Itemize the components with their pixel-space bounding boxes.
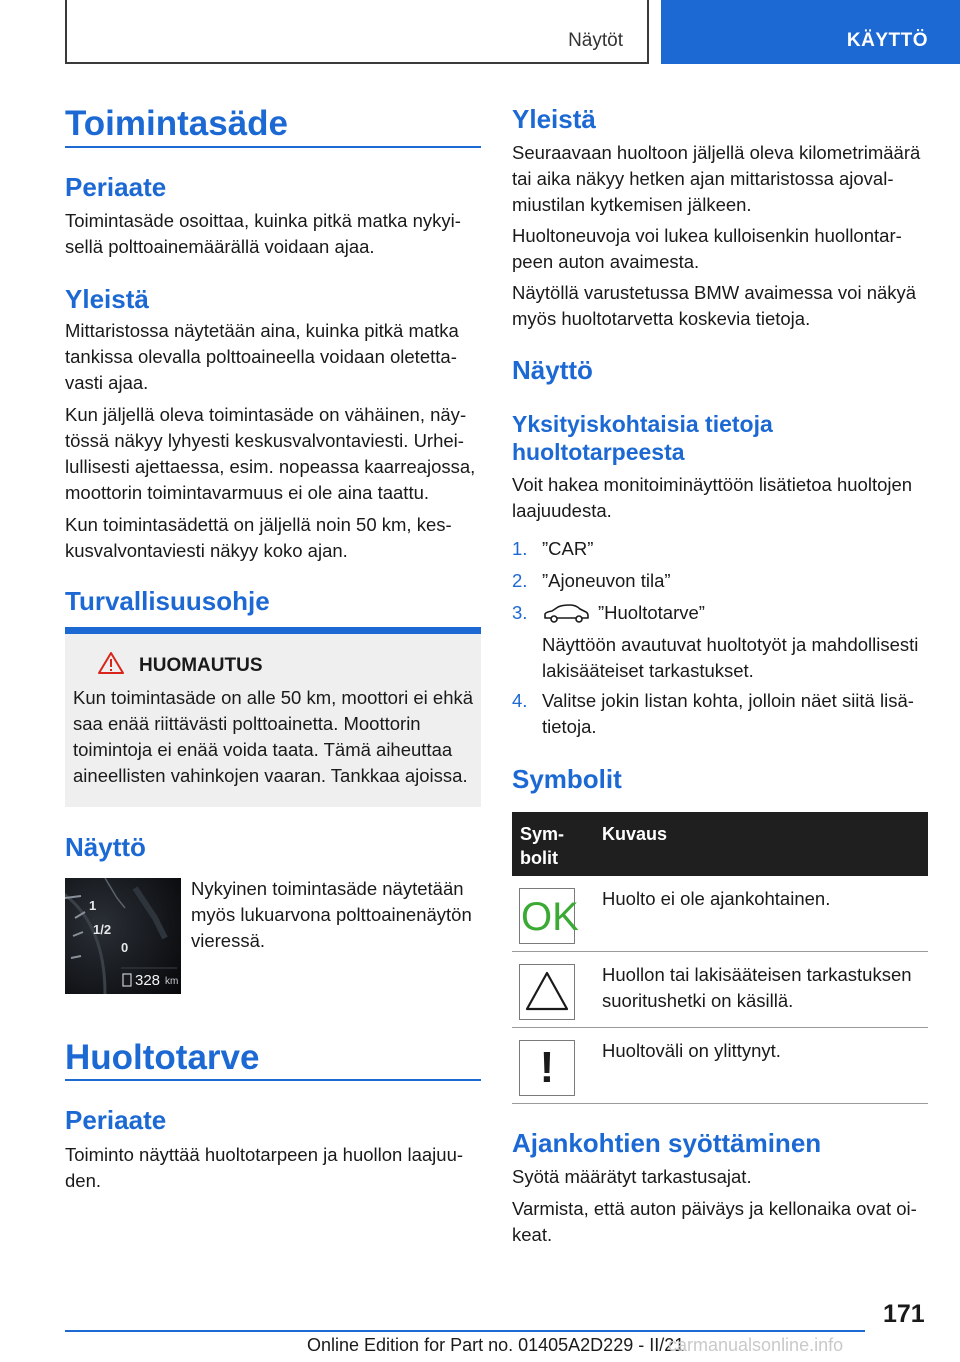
ok-icon-label: OK [521, 895, 579, 939]
warning-box [65, 627, 481, 807]
range-title: Toimintasäde [65, 104, 289, 143]
table-row [512, 1028, 928, 1104]
list-sub-text: Näyttöön avautuvat huoltotyöt ja mahdollisesti lakisääteiset tarkastukset. [542, 634, 919, 681]
service-principle-text: Toiminto näyttää huoltotarpeen ja huollon laajuuden. [65, 1144, 464, 1191]
warning-text: Kun toimintasäde on alle 50 km, moottori ei ehkä saa enää riittävästi polttoainetta. Moottorin toimintoja ei enää voida taata. Tämä aiheuttaa aineellisten vahinkojen vaaran. Tankkaa ajoissa. [73, 687, 474, 786]
service-title: Huoltotarve [65, 1038, 260, 1077]
gauge-mark-empty: 0 [121, 940, 129, 955]
list-text: ”Huoltotarve” [598, 602, 705, 623]
triangle-icon [520, 965, 574, 1019]
range-display-text: Nykyinen toimintasäde näytetään myös lukuarvona polttoainenäytön vieressä. [191, 878, 472, 951]
page-number: 171 [883, 1300, 925, 1328]
fuel-gauge-image [65, 878, 181, 994]
car-service-icon [542, 604, 590, 624]
fuel-gauge-graphic [65, 878, 181, 994]
range-general-p1: Mittaristossa näytetään aina, kuinka pitkä matka tankissa olevalla polttoaineella voidaan oletettavasti ajaa. [65, 320, 459, 393]
gauge-mark-full: 1 [89, 898, 97, 913]
table-header-symbol: Symbolit [520, 824, 565, 868]
details-heading: Yksityiskohtaisia tietoja huoltotarpeesta [512, 411, 773, 465]
range-title-rule [65, 146, 481, 148]
table-row [512, 876, 928, 952]
dates-p2: Varmista, että auton päiväys ja kellonaika ovat oikeat. [512, 1198, 917, 1245]
gauge-mark-half: 1/2 [93, 922, 112, 937]
service-general-p2: Huoltoneuvoja voi lukea kulloisenkin huollontarpeen auton avaimesta. [512, 225, 902, 272]
service-general-heading: Yleistä [512, 104, 596, 134]
warning-triangle-icon [98, 651, 124, 675]
table-header [512, 812, 928, 876]
service-general-p3: Näytöllä varustetussa BMW avaimessa voi näkyä myös huoltotarvetta koskevia tietoja. [512, 282, 917, 329]
range-principle-heading: Periaate [65, 172, 167, 202]
list-text: ”CAR” [542, 538, 594, 559]
safety-heading: Turvallisuusohje [65, 586, 270, 616]
service-overdue-exclamation-icon [519, 1040, 575, 1096]
gauge-range-unit: km [165, 976, 179, 987]
symbols-heading: Symbolit [512, 764, 622, 794]
table-cell-description: Huollon tai lakisääteisen tarkastuksen suoritushetki on käsillä. [602, 964, 912, 1011]
header-section-label: Näytöt [568, 30, 623, 51]
service-due-triangle-icon [519, 964, 575, 1020]
warning-top-bar [65, 627, 481, 634]
dates-heading: Ajankohtien syöttäminen [512, 1128, 822, 1158]
range-general-heading: Yleistä [65, 284, 149, 314]
list-text: ”Ajoneuvon tila” [542, 570, 671, 591]
range-general-p3: Kun toimintasädettä on jäljellä noin 50 km, keskusvalvontaviesti näkyy koko ajan. [65, 514, 452, 561]
warning-title: HUOMAUTUS [139, 655, 263, 676]
service-general-p1: Seuraavaan huoltoon jäljellä oleva kilometrimäärä tai aika näkyy hetken ajan mittaristossa ajovalmiustilan kytkemisen jälkeen. [512, 142, 921, 215]
range-general-p2: Kun jäljellä oleva toimintasäde on vähäinen, näytössä näkyy lyhyesti keskusvalvontaviesti. Urheilullisesti ajettaessa, esim. nopeassa kaarreajossa, moottorin toimintavarmuus ei ole aina taattu. [65, 404, 476, 503]
page-header [0, 0, 960, 66]
list-text: Valitse jokin listan kohta, jolloin näet siitä lisätietoja. [542, 690, 914, 737]
gauge-range-value: 328 [135, 972, 161, 989]
service-principle-heading: Periaate [65, 1105, 167, 1135]
table-cell-description: Huolto ei ole ajankohtainen. [602, 888, 831, 909]
range-display-heading: Näyttö [65, 832, 146, 862]
table-cell-description: Huoltoväli on ylittynyt. [602, 1040, 781, 1061]
exclamation-icon-label: ! [539, 1043, 555, 1092]
details-text: Voit hakea monitoiminäyttöön lisätietoa huoltojen laajuudesta. [512, 474, 913, 521]
table-header-description: Kuvaus [602, 824, 668, 844]
header-section-box [65, 0, 649, 64]
footer-watermark: carmanualsonline.info [668, 1335, 844, 1355]
dates-p1: Syötä määrätyt tarkastusajat. [512, 1166, 752, 1187]
header-chapter-tab [661, 0, 960, 64]
service-display-heading: Näyttö [512, 355, 593, 385]
footer-rule [65, 1330, 865, 1332]
list-number: 2. [512, 570, 528, 591]
list-number: 1. [512, 538, 528, 559]
service-title-rule [65, 1079, 481, 1081]
table-row [512, 952, 928, 1028]
list-number: 3. [512, 602, 528, 623]
header-chapter-label: KÄYTTÖ [846, 30, 928, 51]
footer-edition: Online Edition for Part no. 01405A2D229 - II/21 [307, 1335, 685, 1355]
ok-icon [519, 888, 579, 944]
range-principle-text: Toimintasäde osoittaa, kuinka pitkä matka nykyisellä polttoainemäärällä voidaan ajaa. [65, 210, 461, 257]
list-number: 4. [512, 690, 528, 711]
